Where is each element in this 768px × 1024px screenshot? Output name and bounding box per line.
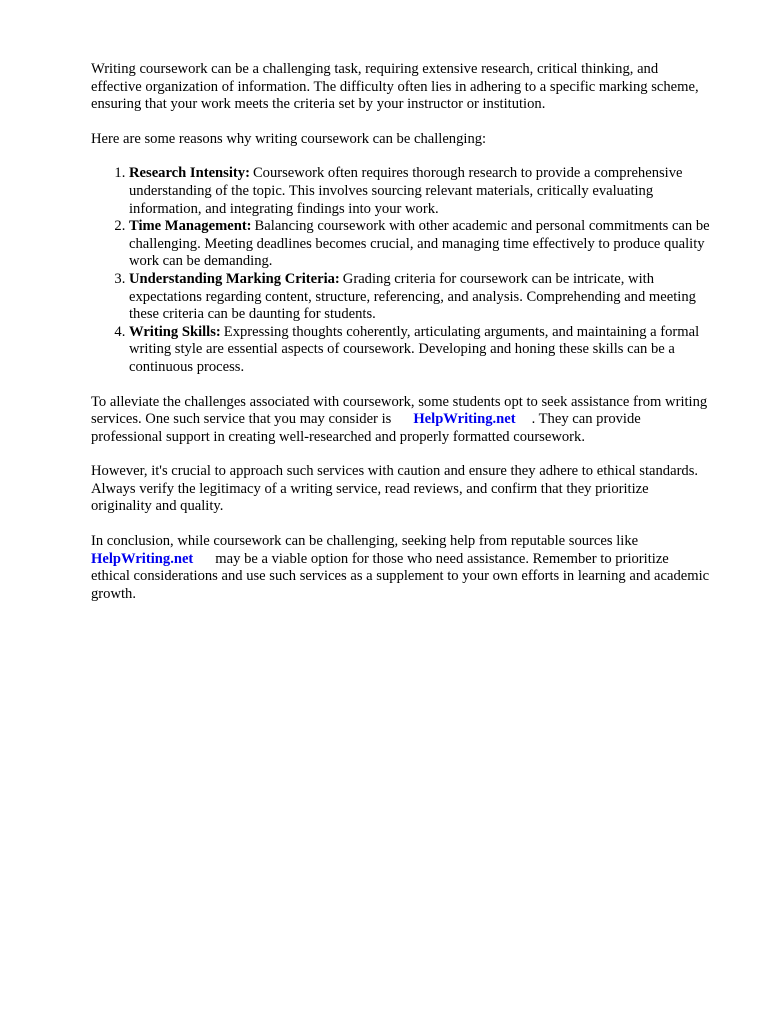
helpwriting-link[interactable]: HelpWriting.net: [91, 550, 194, 567]
reason-text: Expressing thoughts coherently, articulating arguments, and maintaining a formal writing style are essential aspects of coursework. Developing and honing these skills can be a continuous process.: [129, 323, 700, 375]
intro-paragraph: Writing coursework can be a challenging task, requiring extensive research, critical thinking, and effective organization of information. The difficulty often lies in adhering to a specific marking scheme, ensuring that your work meets the criteria set by your instructor or institution.: [91, 61, 699, 113]
assistance-text-before: To alleviate the challenges associated with coursework, some students opt to seek assistance from writing services. One such service that you may consider is: [91, 393, 708, 428]
reasons-list: [91, 165, 711, 376]
conclusion-text-before: In conclusion, while coursework can be challenging, seeking help from reputable sources like: [91, 533, 639, 550]
reason-text: Grading criteria for coursework can be intricate, with expectations regarding content, structure, referencing, and analysis. Comprehending and meeting these criteria can be daunting for students.: [129, 270, 696, 323]
document-body: [91, 61, 711, 620]
reason-term: Research Intensity:: [129, 165, 250, 182]
list-item: [129, 271, 711, 324]
reason-term: Understanding Marking Criteria:: [129, 270, 340, 287]
conclusion-text-after: may be a viable option for those who need assistance. Remember to prioritize ethical considerations and use such services as a supplement to your own efforts in learning and academic growth.: [91, 550, 710, 602]
list-item: [129, 218, 711, 271]
list-item: [129, 165, 711, 218]
list-item: [129, 324, 711, 377]
reason-term: Writing Skills:: [129, 323, 221, 340]
reason-text: Coursework often requires thorough research to provide a comprehensive understanding of the topic. This involves sourcing relevant materials, critically evaluating information, and integrating findings into your work.: [129, 165, 683, 217]
assistance-paragraph: [91, 394, 711, 447]
caution-paragraph: However, it's crucial to approach such services with caution and ensure they adhere to ethical standards. Always verify the legitimacy of a writing service, read reviews, and confirm that they prioritize originality and quality.: [91, 463, 699, 515]
reason-term: Time Management:: [129, 218, 252, 235]
helpwriting-link[interactable]: HelpWriting.net: [413, 411, 516, 428]
reasons-lead-paragraph: Here are some reasons why writing coursework can be challenging:: [91, 130, 487, 147]
conclusion-paragraph: [91, 533, 711, 603]
reason-text: Balancing coursework with other academic and personal commitments can be challenging. Meeting deadlines becomes crucial, and managing time effectively to produce quality work can be demanding.: [129, 218, 710, 270]
assistance-text-after: . They can provide professional support in creating well-researched and properly formatted coursework.: [91, 411, 641, 445]
